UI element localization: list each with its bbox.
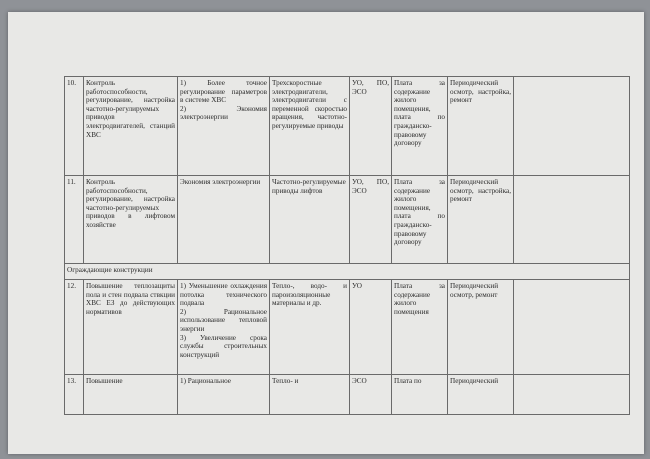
maintenance-cell: Периодический осмотр, настройка, ремонт	[448, 77, 514, 176]
equipment-cell: Тепло-, водо- и пароизоляционные материалы и др.	[270, 280, 350, 375]
measures-table	[64, 76, 630, 415]
row-number: 11.	[65, 176, 84, 264]
measure-cell: Повышение	[84, 375, 178, 415]
effect-cell: 1) Рациональное	[178, 375, 270, 415]
maintenance-cell: Периодический осмотр, ремонт	[448, 280, 514, 375]
measure-cell: Контроль работоспособности, регулирование, настройка частотно-регулируемых приводов в лифтовом хозяйстве	[84, 176, 178, 264]
measure-cell: Контроль работоспособности, регулирование, настройка частотно-регулируемых приводов электродвигателей, станций ХВС	[84, 77, 178, 176]
maintenance-cell: Периодический осмотр, настройка, ремонт	[448, 176, 514, 264]
table-row	[65, 176, 630, 264]
empty-cell	[514, 77, 630, 176]
equipment-cell: Тепло- и	[270, 375, 350, 415]
section-header: Ограждающие конструкции	[65, 264, 630, 280]
measure-cell: Повышение теплозащиты пола и стен подвала ствкции ХВС ЕЗ до действующих нормативов	[84, 280, 178, 375]
table-row	[65, 375, 630, 415]
effect-cell: 1) Более точное регулирование параметров в системе ХВС 2) Экономия электроэнергии	[178, 77, 270, 176]
equipment-cell: Частотно-регулируемые приводы лифтов	[270, 176, 350, 264]
empty-cell	[514, 176, 630, 264]
maintenance-cell: Периодический	[448, 375, 514, 415]
equipment-cell: Трехскоростные электродвигатели, электродвигатели с переменной скоростью вращения, частотно-регулируемые приводы	[270, 77, 350, 176]
row-number: 10.	[65, 77, 84, 176]
table-row	[65, 280, 630, 375]
objects-cell: УО	[350, 280, 392, 375]
effect-cell: 1) Уменьшение охлаждения потолка технического подвала 2) Рациональное использование тепловой энергии 3) Увеличение срока службы строительных конструкций	[178, 280, 270, 375]
financing-cell: Плата за содержание жилого помещения, плата по гражданско-правовому договору	[392, 176, 448, 264]
objects-cell: ЭСО	[350, 375, 392, 415]
financing-cell: Плата за содержание жилого помещения, плата по гражданско-правовому договору	[392, 77, 448, 176]
empty-cell	[514, 280, 630, 375]
effect-cell: Экономия электроэнергии	[178, 176, 270, 264]
section-row	[65, 264, 630, 280]
objects-cell: УО, ПО, ЭСО	[350, 77, 392, 176]
empty-cell	[514, 375, 630, 415]
document-page	[8, 12, 644, 454]
financing-cell: Плата за содержание жилого помещения	[392, 280, 448, 375]
objects-cell: УО, ПО, ЭСО	[350, 176, 392, 264]
row-number: 13.	[65, 375, 84, 415]
row-number: 12.	[65, 280, 84, 375]
financing-cell: Плата по	[392, 375, 448, 415]
table-row	[65, 77, 630, 176]
